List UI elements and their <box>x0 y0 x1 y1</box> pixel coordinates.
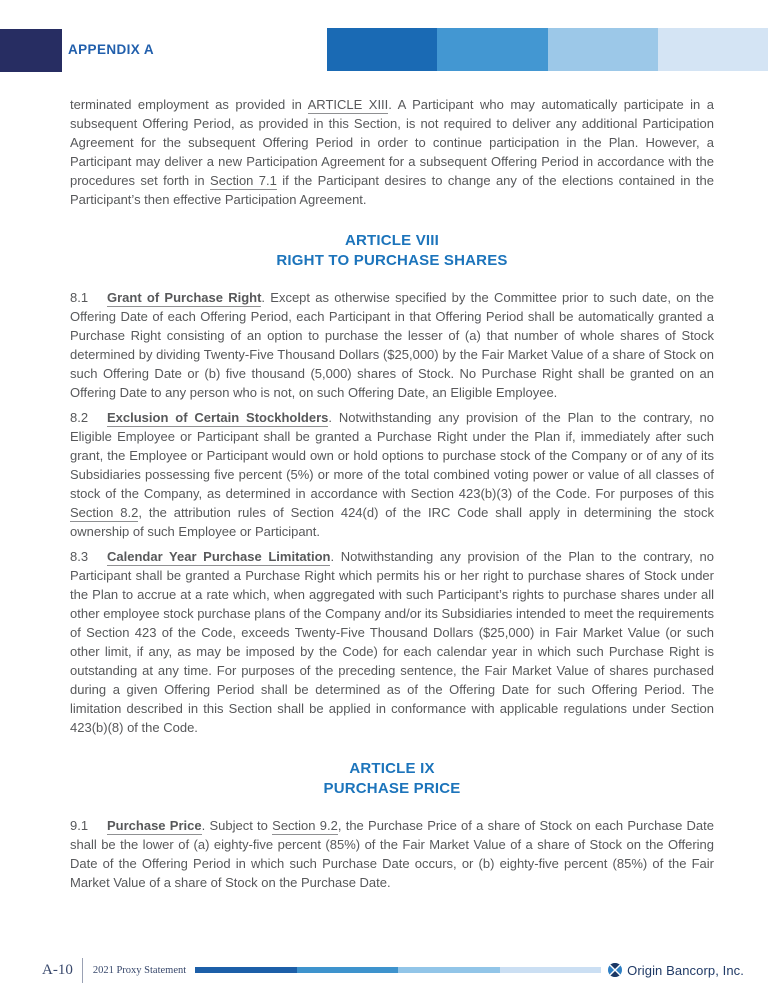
section-number: 8.1 <box>70 290 89 305</box>
section-number: 8.3 <box>70 549 89 564</box>
header-bar-segment-4 <box>658 28 768 71</box>
article-ix-number: ARTICLE IX <box>349 760 435 777</box>
section-8-3 <box>70 547 714 737</box>
footer-bar-segment-4 <box>500 967 601 973</box>
link-article-xiii[interactable]: ARTICLE XIII <box>307 97 389 112</box>
document-title: 2021 Proxy Statement <box>92 964 187 976</box>
section-text: , the Purchase Price of a share of Stock on each Purchase Date shall be the lower of (a) eighty-five percent (85%) of the Fair Market Value of a share of Stock on the Offering Date of the Offering Period in which such Purchase Date occurs, or (b) eighty-five percent (85%) of the Fair Market Value of a share of Stock on the Purchase Date. <box>70 818 715 890</box>
section-text: . Notwithstanding any provision of the Plan to the contrary, no Eligible Employee or Participant shall be granted a Purchase Right under the Plan if, immediately after such grant, the Employee or Participant would own or hold options to purchase stock of the Company or of any of its Subsidiaries possessing five percent (5%) or more of the total combined voting power or value of all classes of stock of the Company, as determined in accordance with Section 423(b)(3) of the Code. For purposes of this <box>70 410 714 501</box>
article-viii-number: ARTICLE VIII <box>344 232 440 249</box>
section-text: . Subject to <box>201 818 273 833</box>
header-gradient-bar <box>327 28 768 71</box>
section-8-1 <box>70 288 714 402</box>
footer-bar-segment-1 <box>195 967 296 973</box>
intro-text: terminated employment as provided in <box>70 97 308 112</box>
article-ix-title: PURCHASE PRICE <box>323 780 461 797</box>
page-footer <box>42 956 744 984</box>
section-text: . Except as otherwise specified by the Committee prior to such date, on the Offering Date of each Offering Period, each Participant in that Offering Period shall be automatically granted a Purchase Right consisting of an option to purchase the lesser of (a) that number of whole shares of Stock determined by dividing Twenty-Five Thousand Dollars ($25,000) by the Fair Market Value of a share of Stock on such Offering Date or (b) five thousand (5,000) shares of Stock. No Purchase Right shall be granted on an Offering Date to any person who is not, on such Offering Date, an Eligible Employee. <box>70 290 714 400</box>
section-title: Grant of Purchase Right <box>107 290 262 305</box>
company-name: Origin Bancorp, Inc. <box>627 962 744 978</box>
intro-text: . A Participant who may automatically participate in a subsequent Offering Period, as provided in this Section, is not required to deliver any additional Participation Agreement for the subsequent Offering Period in order to continue participation in the Plan. However, a Participant may deliver a new Participation Agreement for a subsequent Offering Period in accordance with the procedures set forth in <box>70 97 714 188</box>
document-body <box>70 95 714 898</box>
intro-text: if the Participant desires to change any of the elections contained in the Participant’s then effective Participation Agreement. <box>70 173 714 207</box>
footer-bar-segment-3 <box>398 967 499 973</box>
footer-divider <box>82 958 83 983</box>
article-ix-heading <box>70 759 714 799</box>
link-section-8-2[interactable]: Section 8.2 <box>70 505 139 520</box>
section-8-2 <box>70 408 714 541</box>
intro-paragraph <box>70 95 714 209</box>
page-number: A-10 <box>42 961 73 978</box>
link-section-9-2[interactable]: Section 9.2 <box>272 818 338 833</box>
footer-gradient-bar <box>195 967 601 973</box>
section-text: . Notwithstanding any provision of the Plan to the contrary, no Participant shall be granted a Purchase Right which permits his or her right to purchase shares of Stock under the Plan to accrue at a rate which, when aggregated with such Participant’s rights to purchase shares under all other employee stock purchase plans of the Company and/or its Subsidiaries intended to meet the requirements of Section 423 of the Code, exceeds Twenty-Five Thousand Dollars ($25,000) in Fair Market Value (or such other limit, if any, as may be imposed by the Code) for each calendar year in which such Purchase Right is outstanding at any time. For purposes of the preceding sentence, the Fair Market Value of shares purchased during a given Offering Period shall be determined as of the Offering Date for such Offering Period. The limitation described in this Section shall be applied in conformance with applicable regulations under Section 423(b)(8) of the Code. <box>70 549 714 735</box>
section-9-1 <box>70 816 714 892</box>
section-title: Purchase Price <box>107 818 202 833</box>
section-title: Calendar Year Purchase Limitation <box>107 549 331 564</box>
link-section-7-1[interactable]: Section 7.1 <box>210 173 277 188</box>
company-logo <box>608 963 744 978</box>
header-bar-segment-3 <box>548 28 658 71</box>
footer-bar-segment-2 <box>297 967 398 973</box>
appendix-title: APPENDIX A <box>68 42 155 57</box>
header-bar-segment-2 <box>437 28 547 71</box>
article-viii-title: RIGHT TO PURCHASE SHARES <box>276 252 508 269</box>
header-bar-segment-1 <box>327 28 437 71</box>
section-number: 8.2 <box>70 410 89 425</box>
section-title: Exclusion of Certain Stockholders <box>107 410 329 425</box>
origin-bancorp-logo-icon <box>608 963 622 977</box>
article-viii-heading <box>70 231 714 271</box>
section-number: 9.1 <box>70 818 89 833</box>
header-navy-block <box>0 29 62 72</box>
section-text: , the attribution rules of Section 424(d) of the IRC Code shall apply in determining the stock ownership of such Employee or Participant. <box>70 505 714 539</box>
